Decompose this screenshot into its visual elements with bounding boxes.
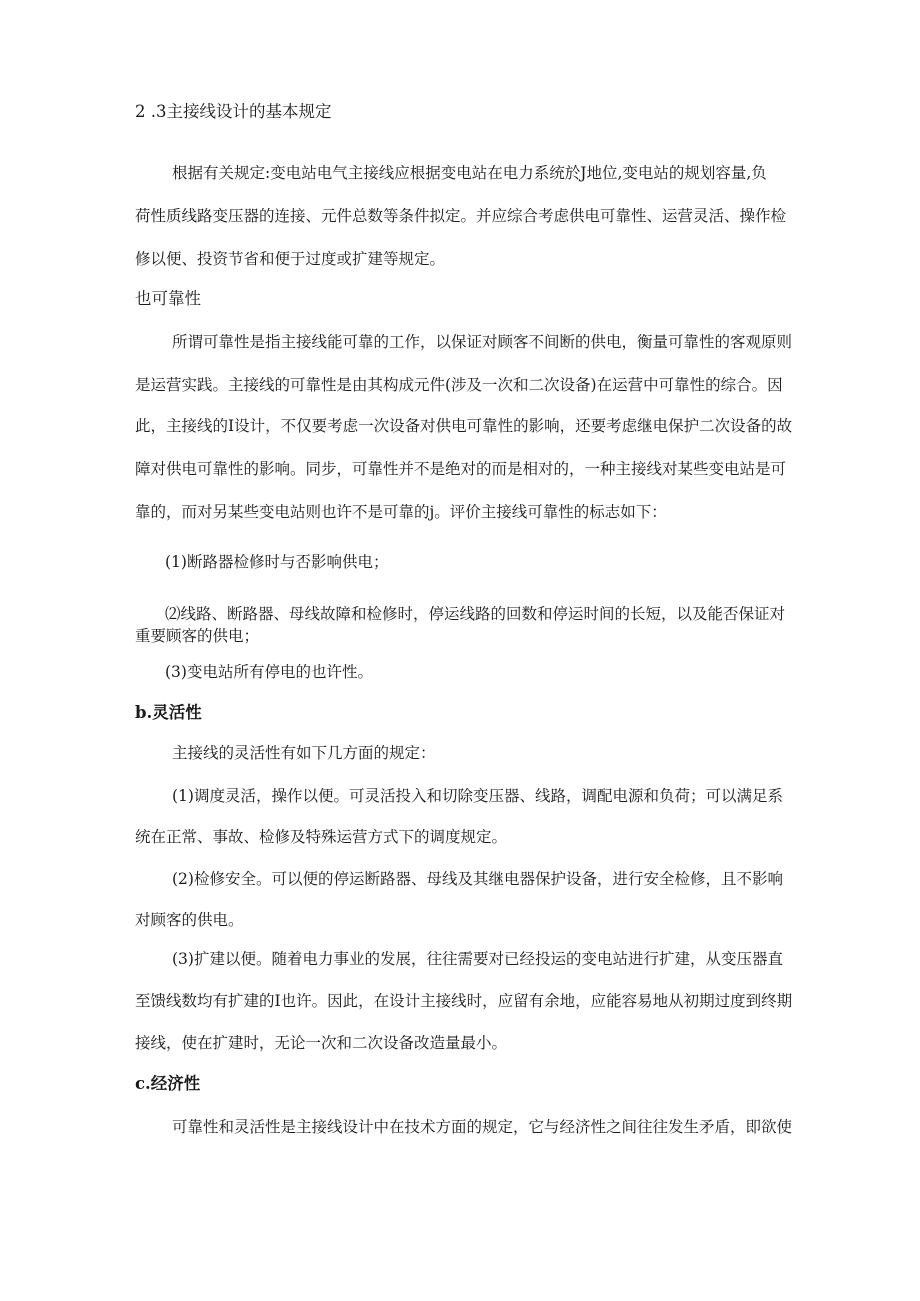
flexibility-line-5: (3)扩建以便。随着电力事业的发展，往往需要对已经投运的变电站进行扩建，从变压器直	[172, 950, 783, 968]
reliability-line-1: 所谓可靠性是指主接线能可靠的工作，以保证对顾客不间断的供电，衡量可靠性的客观原则	[172, 333, 793, 351]
reliability-line-2: 是运营实践。主接线的可靠性是由其构成元件(涉及一次和二次设备)在运营中可靠性的综合。因	[135, 376, 783, 394]
flexibility-line-4: 对顾客的供电。	[135, 911, 244, 929]
reliability-item-2: ⑵线路、断路器、母线故障和检修时，停运线路的回数和停运时间的长短，以及能否保证对	[165, 605, 786, 623]
intro-line-2: 荷性质线路变压器的连接、元件总数等条件拟定。并应综合考虑供电可靠性、运营灵活、操作检	[135, 207, 787, 225]
reliability-line-4: 障对供电可靠性的影响。同步，可靠性并不是绝对的而是相对的，一种主接线对某些变电站是可	[135, 460, 787, 478]
reliability-item-2-cont: 重要顾客的供电；	[135, 627, 260, 645]
reliability-item-3: (3)变电站所有停电的也许性。	[165, 663, 373, 681]
reliability-heading: 也可靠性	[135, 289, 201, 308]
flexibility-intro: 主接线的灵活性有如下几方面的规定：	[172, 744, 436, 762]
intro-line-3: 修以便、投资节省和便于过度或扩建等规定。	[135, 250, 446, 268]
economy-line-1: 可靠性和灵活性是主接线设计中在技术方面的规定，它与经济性之间往往发生矛盾，即欲使	[172, 1118, 793, 1136]
flexibility-line-2: 统在正常、事故、检修及特殊运营方式下的调度规定。	[135, 828, 508, 846]
flexibility-line-6: 至馈线数均有扩建的I也许。因此，在设计主接线时，应留有余地，应能容易地从初期过度到终期	[135, 992, 793, 1010]
reliability-item-1: (1)断路器检修时与否影响供电；	[165, 553, 389, 571]
section-title: 2 .3主接线设计的基本规定	[135, 102, 332, 121]
reliability-line-3: 此，主接线的I设计，不仅要考虑一次设备对供电可靠性的影响，还要考虑继电保护二次设备的故	[135, 417, 793, 435]
reliability-line-5: 靠的，而对另某些变电站则也许不是可靠的j。评价主接线可靠性的标志如下：	[135, 503, 667, 521]
economy-heading: c.经济性	[135, 1074, 201, 1093]
intro-line-1: 根据有关规定:变电站电气主接线应根据变电站在电力系统於J地位,变电站的规划容量,负	[172, 164, 767, 182]
flexibility-line-3: (2)检修安全。可以便的停运断路器、母线及其继电器保护设备，进行安全检修，且不影响	[172, 870, 783, 888]
flexibility-heading: b.灵活性	[135, 703, 202, 722]
flexibility-line-7: 接线，使在扩建时，无论一次和二次设备改造量最小。	[135, 1034, 508, 1052]
flexibility-line-1: (1)调度灵活，操作以便。可灵活投入和切除变压器、线路，调配电源和负荷；可以满足系	[172, 787, 783, 805]
